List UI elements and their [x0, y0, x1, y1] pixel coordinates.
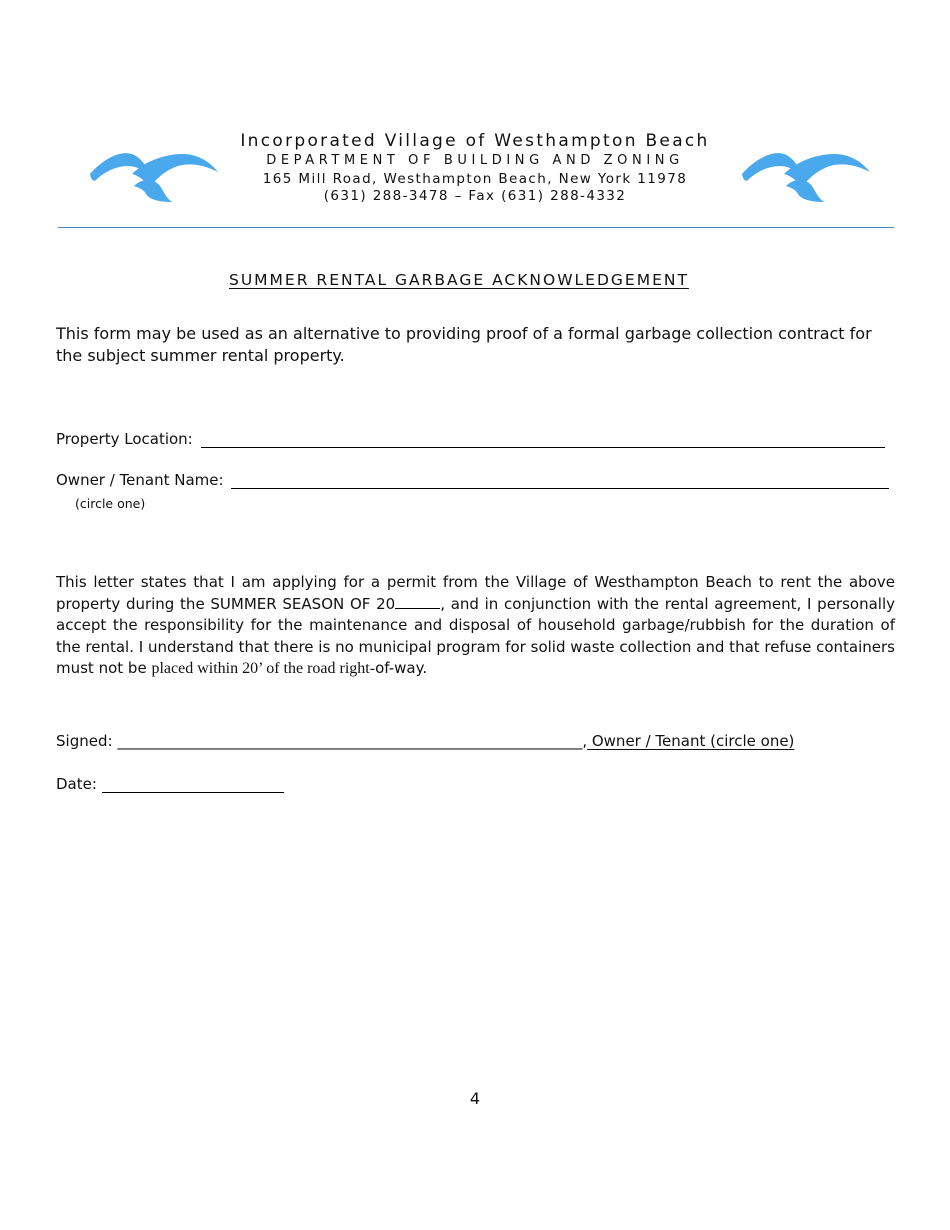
statement-part-1: This letter states that I am applying for a permit from the Village of Westhampton Beach to rent the above property during the SUMMER SEASON OF 20 — [56, 573, 895, 613]
owner-tenant-name-field[interactable] — [231, 488, 889, 489]
page-number: 4 — [469, 1089, 481, 1108]
statement-part-4: of-way. — [375, 659, 428, 677]
signature-field[interactable]: ______________________________________________________________, — [117, 732, 588, 750]
department-phone-fax: (631) 288-3478 – Fax (631) 288-4332 — [323, 188, 627, 204]
seagull-logo-left-icon — [88, 148, 220, 204]
header-divider — [58, 227, 894, 228]
owner-tenant-name-label: Owner / Tenant Name: — [56, 471, 224, 489]
form-title: SUMMER RENTAL GARBAGE ACKNOWLEDGEMENT — [229, 271, 689, 289]
signature-row — [56, 732, 794, 750]
form-intro: This form may be used as an alternative to providing proof of a formal garbage collection contract for the subject summer rental property. — [56, 324, 872, 365]
statement-part-3: placed within 20’ of the road right- — [151, 660, 376, 677]
village-name: Incorporated Village of Westhampton Beach — [240, 131, 710, 151]
department-name: DEPARTMENT OF BUILDING AND ZONING — [266, 153, 684, 168]
department-address: 165 Mill Road, Westhampton Beach, New York 11978 — [262, 171, 688, 187]
season-year-field[interactable] — [395, 594, 440, 609]
signed-label: Signed: — [56, 732, 113, 750]
statement-part-2: , and in conjunction with the rental agreement, I personally accept the responsibility for the maintenance and disposal of household garbage/rubbish for the duration of the rental. I understand that there is no municipal program for solid waste collection and that refuse containers must not be — [56, 594, 895, 677]
circle-one-note: (circle one) — [75, 496, 146, 511]
property-location-field[interactable] — [201, 447, 885, 448]
owner-tenant-circle-one[interactable]: Owner / Tenant (circle one) — [587, 732, 795, 750]
seagull-logo-right-icon — [740, 148, 872, 204]
acknowledgement-statement — [56, 572, 895, 680]
property-location-label: Property Location: — [56, 430, 193, 448]
date-label: Date: — [56, 775, 97, 793]
date-field[interactable] — [102, 792, 284, 793]
